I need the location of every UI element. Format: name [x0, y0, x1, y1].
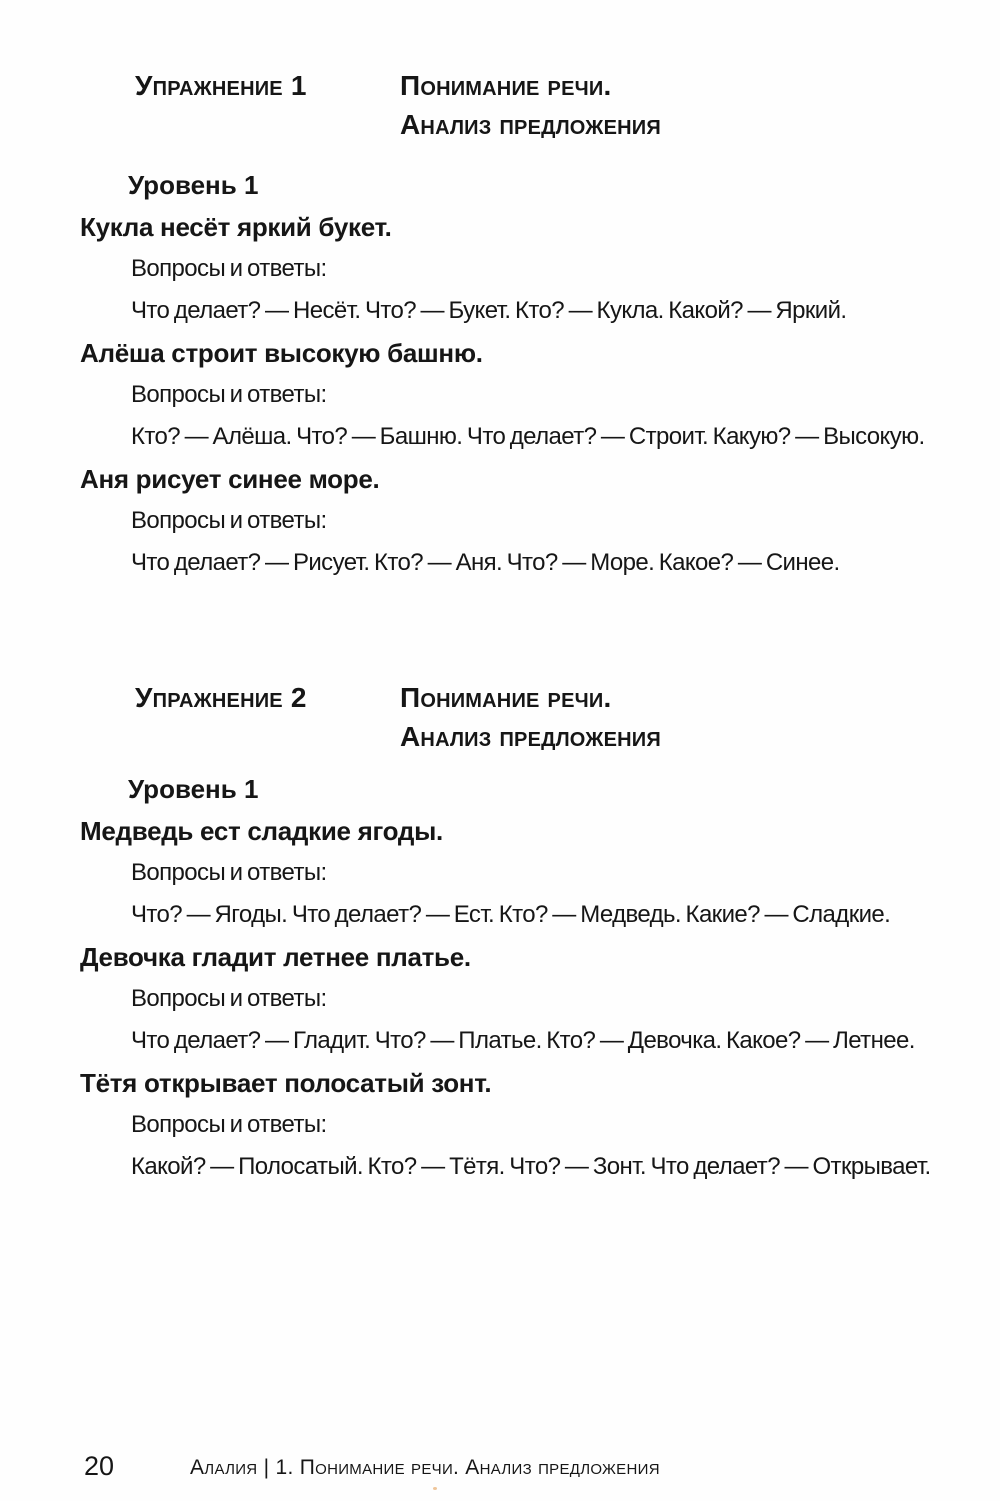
exercise-1-title-line2: Анализ предложения: [400, 109, 661, 140]
sentence-block: [0, 458, 1000, 584]
qa-prompt: Вопросы и ответы:: [131, 985, 327, 1012]
exercise-2-title-line2: Анализ предложения: [400, 721, 661, 752]
qa-line: Что? — Ягоды. Что делает? — Ест. Кто? — Медведь. Какие? — Сладкие.: [131, 901, 891, 928]
running-footer-title: Алалия | 1. Понимание речи. Анализ предложения: [190, 1456, 660, 1479]
exercise-2-level-heading: Уровень 1: [128, 774, 259, 804]
exercise-1-title-line1: Понимание речи.: [400, 70, 612, 101]
exercise-2-label: Упражнение 2: [135, 682, 307, 713]
exercise-1-level-heading: Уровень 1: [128, 170, 259, 200]
exercise-2-header: [135, 678, 1000, 756]
exercise-2-title-line1: Понимание речи.: [400, 682, 612, 713]
sentence-block: [0, 1062, 1000, 1188]
practice-sentence: Тётя открывает полосатый зонт.: [80, 1068, 492, 1098]
page-number: 20: [84, 1451, 115, 1481]
practice-sentence: Алёша строит высокую башню.: [80, 338, 483, 368]
qa-line: Какой? — Полосатый. Кто? — Тётя. Что? — Зонт. Что делает? — Открывает.: [131, 1153, 931, 1180]
qa-prompt: Вопросы и ответы:: [131, 381, 327, 408]
exercise-2-title: [400, 678, 1000, 756]
exercise-1-title: [400, 66, 1000, 144]
qa-prompt: Вопросы и ответы:: [131, 859, 327, 886]
exercise-1-label: Упражнение 1: [135, 70, 307, 101]
sentence-block: [0, 332, 1000, 458]
exercise-1-header: [135, 66, 1000, 144]
practice-sentence: Девочка гладит летнее платье.: [80, 942, 471, 972]
practice-sentence: Медведь ест сладкие ягоды.: [80, 816, 443, 846]
sentence-block: [0, 810, 1000, 936]
exercise-2-section: [0, 678, 1000, 1188]
practice-sentence: Кукла несёт яркий букет.: [80, 212, 392, 242]
sentence-block: [0, 206, 1000, 332]
qa-line: Что делает? — Гладит. Что? — Платье. Кто? — Девочка. Какое? — Летнее.: [131, 1027, 915, 1054]
page-footer: [0, 1448, 1000, 1488]
exercise-1-section: [0, 66, 1000, 584]
qa-prompt: Вопросы и ответы:: [131, 1111, 327, 1138]
sentence-block: [0, 936, 1000, 1062]
scan-artifact-dot: [433, 1487, 437, 1490]
qa-line: Кто? — Алёша. Что? — Башню. Что делает? — Строит. Какую? — Высокую.: [131, 423, 925, 450]
qa-line: Что делает? — Рисует. Кто? — Аня. Что? — Море. Какое? — Синее.: [131, 549, 840, 576]
qa-line: Что делает? — Несёт. Что? — Букет. Кто? — Кукла. Какой? — Яркий.: [131, 297, 847, 324]
practice-sentence: Аня рисует синее море.: [80, 464, 380, 494]
qa-prompt: Вопросы и ответы:: [131, 255, 327, 282]
qa-prompt: Вопросы и ответы:: [131, 507, 327, 534]
